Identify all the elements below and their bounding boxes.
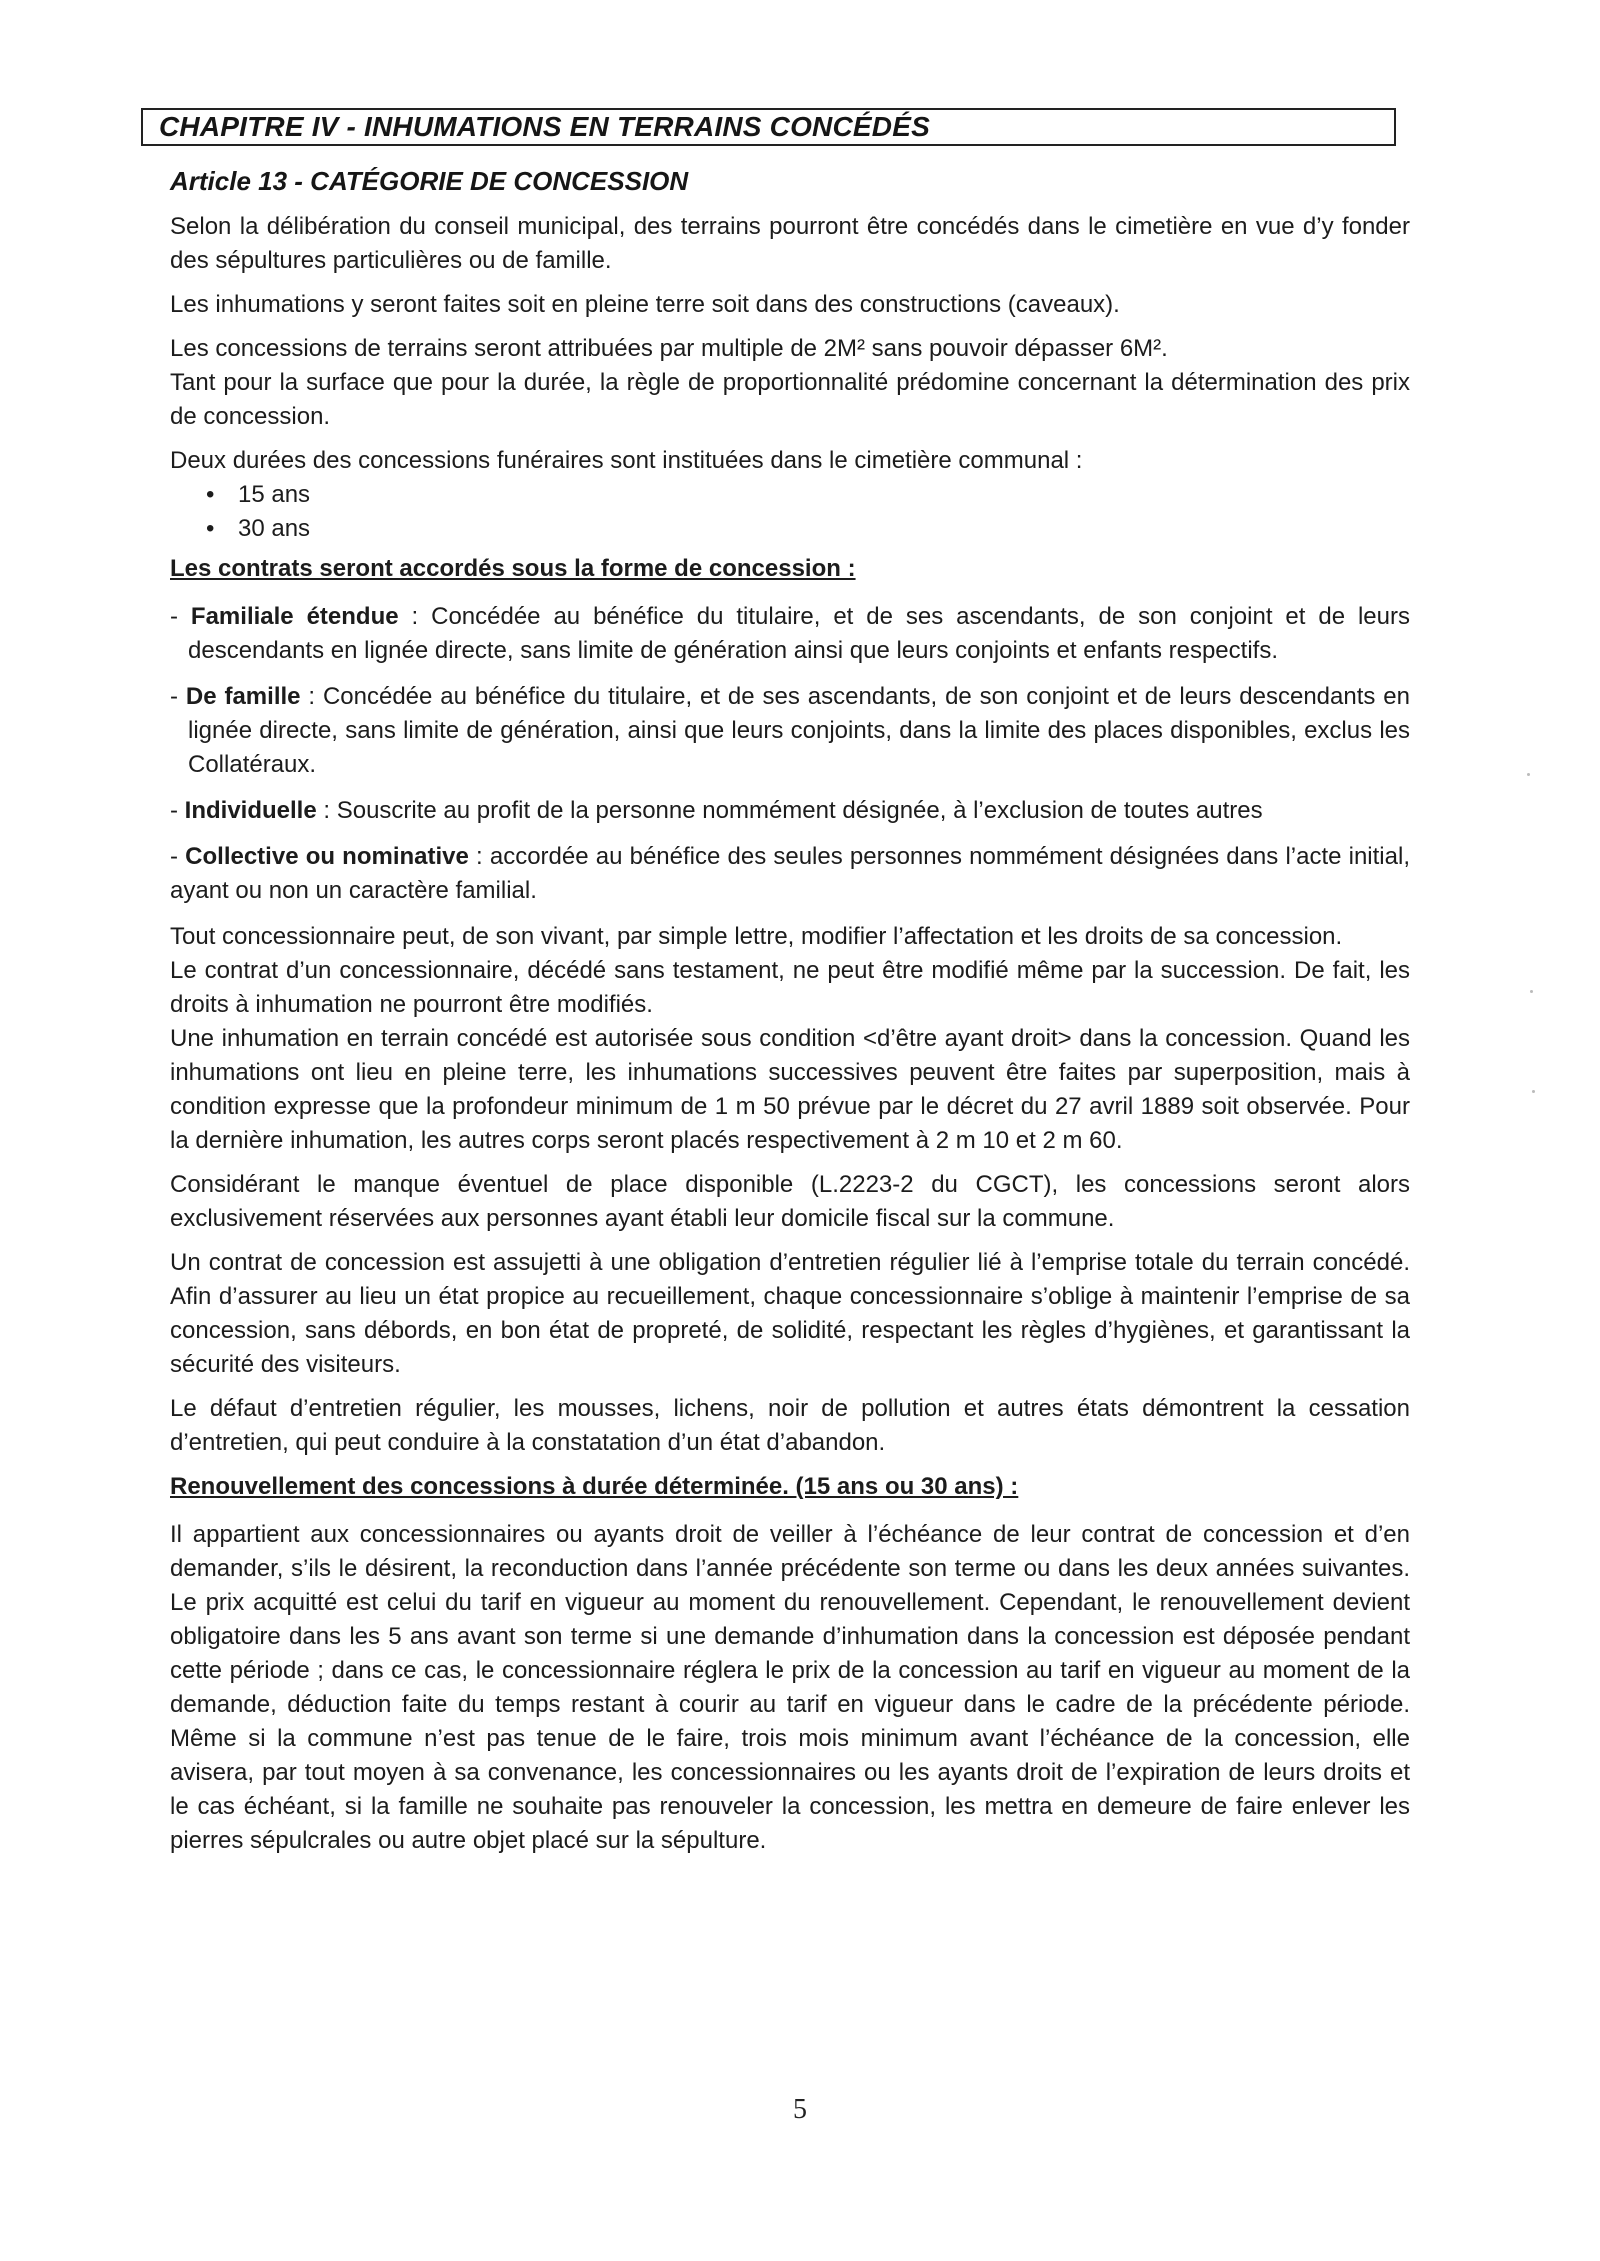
list-item (170, 512, 1410, 546)
duration-label: 15 ans (238, 481, 311, 508)
list-item (170, 478, 1410, 512)
contract-term: Individuelle (184, 797, 317, 824)
dash: - (170, 603, 191, 630)
article-title: Article 13 - CATÉGORIE DE CONCESSION (170, 166, 689, 196)
scan-speck (1532, 1090, 1535, 1093)
dash: - (170, 797, 185, 824)
renewal-paragraph: Il appartient aux concessionnaires ou ayants droit de veiller à l’échéance de leur contrat de concession et d’en demander, s’ils le désirent, la reconduction dans l’année précédente son terme ou dans les deux années suivantes. Le prix acquitté est celui du tarif en vigueur au moment du renouvellement. Cependant, le renouvellement devient obligatoire dans les 5 ans avant son terme si une demande d’inhumation dans la concession est déposée pendant cette période ; dans ce cas, le concessionnaire réglera le prix de la concession au tarif en vigueur au moment de la demande, déduction faite du temps restant à courir au tarif en vigueur dans le cadre de la précédente période. Même si la commune n’est pas tenue de le faire, trois mois minimum avant l’échéance de la concession, elle avisera, par tout moyen à sa convenance, les concessionnaires ou les ayants droit de l’expiration de leurs droits et le cas échéant, si la famille ne souhaite pas renouveler la concession, les mettra en demeure de faire enlever les pierres sépulcrales ou autre objet placé sur la sépulture. (170, 1521, 1410, 1854)
paragraph-rule-2: Le contrat d’un concessionnaire, décédé sans testament, ne peut être modifié même par la succession. De fait, les droits à inhumation ne pourront être modifiés. (170, 957, 1410, 1018)
duration-label: 30 ans (238, 515, 311, 542)
paragraph-intro-5: Deux durées des concessions funéraires sont instituées dans le cimetière communal : (170, 447, 1083, 474)
paragraph-rule-4: Considérant le manque éventuel de place disponible (L.2223-2 du CGCT), les concessions seront alors exclusivement réservées aux personnes ayant établi leur domicile fiscal sur la commune. (170, 1171, 1410, 1232)
durations-list (170, 478, 1410, 546)
paragraph-intro-4: Tant pour la surface que pour la durée, la règle de proportionnalité prédomine concernant la détermination des prix de concession. (170, 369, 1410, 430)
contracts-heading: Les contrats seront accordés sous la forme de concession : (170, 555, 856, 582)
contract-description: : Souscrite au profit de la personne nommément désignée, à l’exclusion de toutes autres (316, 797, 1263, 824)
chapter-header-box (141, 108, 1396, 146)
scan-speck (1527, 773, 1530, 776)
chapter-title: CHAPITRE IV - INHUMATIONS EN TERRAINS CONCÉDÉS (159, 111, 930, 142)
contract-type-collective (170, 840, 1410, 908)
renewal-heading: Renouvellement des concessions à durée déterminée. (15 ans ou 30 ans) : (170, 1473, 1019, 1500)
contract-type-de-famille (170, 680, 1410, 782)
paragraph-rule-6: Le défaut d’entretien régulier, les mousses, lichens, noir de pollution et autres états démontrent la cessation d’entretien, qui peut conduire à la constatation d’un état d’abandon. (170, 1395, 1410, 1456)
contract-term: Familiale étendue (190, 603, 399, 630)
contract-description: : Concédée au bénéfice du titulaire, et de ses ascendants, de son conjoint et de leurs descendants en lignée directe, sans limite de génération, ainsi que leurs conjoints, dans la limite des places disponibles, exclus les Collatéraux. (188, 683, 1410, 778)
paragraph-intro-2: Les inhumations y seront faites soit en pleine terre soit dans des constructions (caveaux). (170, 291, 1120, 318)
paragraph-rule-3: Une inhumation en terrain concédé est autorisée sous condition <d’être ayant droit> dans la concession. Quand les inhumations ont lieu en pleine terre, les inhumations successives peuvent être faites par superposition, mais à condition expresse que la profondeur minimum de 1 m 50 prévue par le décret du 27 avril 1889 soit observée. Pour la dernière inhumation, les autres corps seront placés respectivement à 2 m 10 et 2 m 60. (170, 1025, 1410, 1154)
dash: - (170, 683, 186, 710)
contract-term: De famille (185, 683, 301, 710)
contract-description: : accordée au bénéfice des seules personnes nommément désignées dans l’acte initial, ayant ou non un caractère familial. (170, 843, 1410, 904)
scan-speck (1530, 990, 1533, 993)
dash: - (170, 843, 186, 870)
paragraph-rule-5: Un contrat de concession est assujetti à une obligation d’entretien régulier lié à l’emprise totale du terrain concédé. Afin d’assurer au lieu un état propice au recueillement, chaque concessionnaire s’oblige à maintenir l’emprise de sa concession, sans débords, en bon état de propreté, de solidité, respectant les règles d’hygiènes, et garantissant la sécurité des visiteurs. (170, 1249, 1410, 1378)
page-number: 5 (793, 2094, 807, 2125)
contract-type-familiale-etendue (170, 600, 1410, 668)
paragraph-intro-1: Selon la délibération du conseil municipal, des terrains pourront être concédés dans le cimetière en vue d’y fonder des sépultures particulières ou de famille. (170, 213, 1410, 274)
contract-type-individuelle (170, 794, 1410, 828)
document-body (170, 210, 1410, 1868)
paragraph-intro-3: Les concessions de terrains seront attribuées par multiple de 2M² sans pouvoir dépasser 6M². (170, 335, 1168, 362)
contract-term: Collective ou nominative (185, 843, 469, 870)
bullet-icon: • (206, 515, 215, 542)
bullet-icon: • (206, 481, 215, 508)
contract-description: : Concédée au bénéfice du titulaire, et de ses ascendants, de son conjoint et de leurs descendants en lignée directe, sans limite de génération ainsi que leurs conjoints et enfants respectifs. (188, 603, 1410, 664)
paragraph-rule-1: Tout concessionnaire peut, de son vivant, par simple lettre, modifier l’affectation et les droits de sa concession. (170, 923, 1343, 950)
